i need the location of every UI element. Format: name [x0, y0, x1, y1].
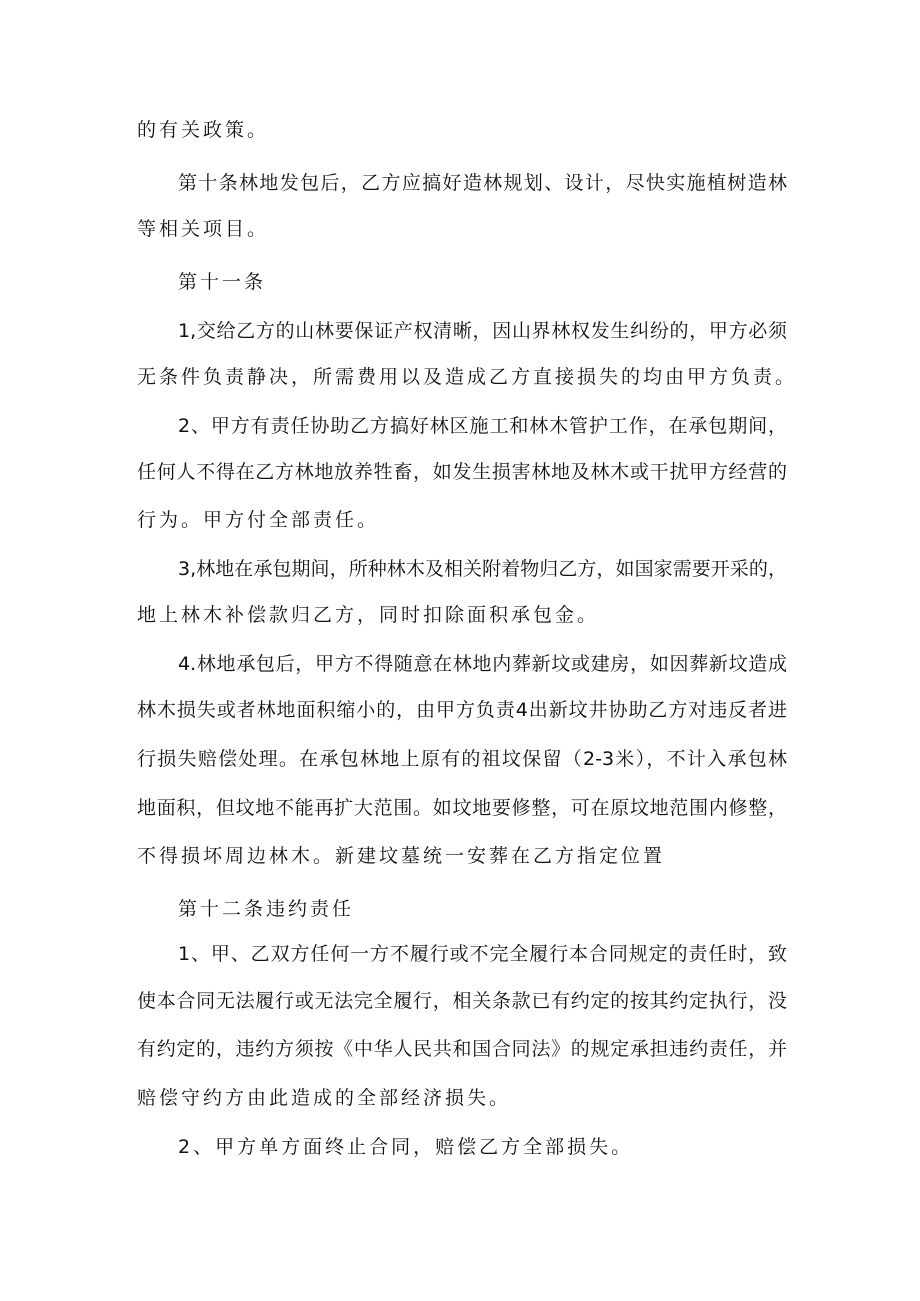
- text-line: 地面积，但坟地不能再扩大范围。如坟地要修整，可在原坟地范围内修整，: [137, 797, 787, 819]
- text-line: 4.林地承包后，甲方不得随意在林地内葬新坟或建房，如因葬新坟造成: [178, 653, 787, 675]
- text-line: 使本合同无法履行或无法完全履行，相关条款已有约定的按其约定执行，没: [137, 990, 787, 1012]
- text-line: 3,林地在承包期间，所种林木及相关附着物归乙方，如国家需要开采的，: [178, 558, 787, 580]
- text-line: 第十条林地发包后，乙方应搞好造林规划、设计，尽快实施植树造林: [178, 172, 787, 194]
- text-line: 无条件负责静决，所需费用以及造成乙方直接损失的均由甲方负责。: [137, 366, 798, 388]
- text-line: 赔偿守约方由此造成的全部经济损失。: [137, 1087, 512, 1109]
- text-line: 2、甲方有责任协助乙方搞好林区施工和林木管护工作，在承包期间，: [178, 415, 787, 437]
- text-line: 林木损失或者林地面积缩小的，由甲方负责4出新坟井协助乙方对违反者进: [137, 699, 787, 721]
- text-line: 第十一条: [178, 271, 267, 293]
- text-line: 不得损坏周边林木。新建坟墓统一安葬在乙方指定位置: [137, 845, 666, 867]
- text-line: 行为。甲方付全部责任。: [137, 509, 380, 531]
- text-line: 第十二条违约责任: [178, 898, 355, 920]
- text-line: 等相关项目。: [137, 218, 270, 240]
- text-line: 2、甲方单方面终止合同，赔偿乙方全部损失。: [178, 1136, 634, 1158]
- text-line: 行损失赔偿处理。在承包林地上原有的祖坟保留（2-3米），不计入承包林: [137, 748, 787, 770]
- text-line: 任何人不得在乙方林地放养牲畜，如发生损害林地及林木或干扰甲方经营的: [137, 461, 787, 483]
- text-line: 地上林木补偿款归乙方，同时扣除面积承包金。: [137, 604, 600, 626]
- text-line: 有约定的，违约方须按《中华人民共和国合同法》的规定承担违约责任，并: [137, 1038, 787, 1060]
- text-line: 1、甲、乙双方任何一方不履行或不完全履行本合同规定的责任时，致: [178, 943, 787, 965]
- text-line: 1,交给乙方的山林要保证产权清晰，因山界林权发生纠纷的，甲方必须: [178, 320, 787, 342]
- text-line: 的有关政策。: [137, 119, 270, 141]
